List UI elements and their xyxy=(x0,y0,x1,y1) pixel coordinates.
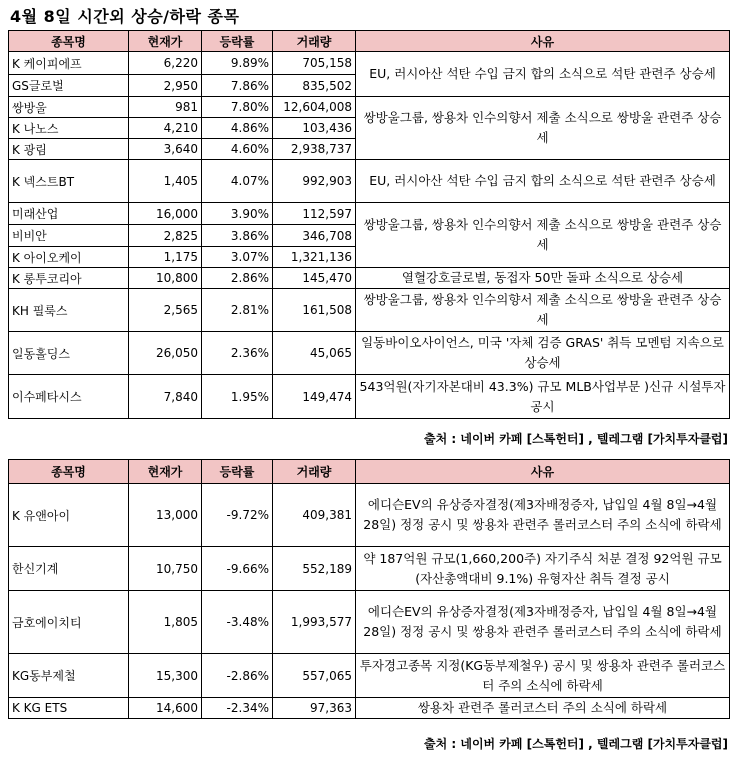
stock-price: 10,800 xyxy=(129,268,202,289)
stock-change: 1.95% xyxy=(202,375,273,419)
stock-price: 13,000 xyxy=(129,484,202,547)
header-volume: 거래량 xyxy=(273,460,356,484)
stock-price: 6,220 xyxy=(129,52,202,75)
stock-reason: 쌍용차 관련주 롤러코스터 주의 소식에 하락세 xyxy=(356,698,730,719)
stock-price: 26,050 xyxy=(129,332,202,375)
table-header-row xyxy=(9,31,730,52)
stock-volume: 1,321,136 xyxy=(273,247,356,268)
stock-change: 7.80% xyxy=(202,97,273,118)
stock-price: 1,805 xyxy=(129,591,202,654)
stock-price: 981 xyxy=(129,97,202,118)
stock-price: 2,950 xyxy=(129,75,202,97)
table-row xyxy=(9,484,730,547)
stock-change: 9.89% xyxy=(202,52,273,75)
stock-change: 3.07% xyxy=(202,247,273,268)
stock-name: K 아이오케이 xyxy=(9,247,129,268)
stock-reason: 에디슨EV의 유상증자결정(제3자배정증자, 납입일 4월 8일→4월 28일) 정정 공시 및 쌍용차 관련주 롤러코스터 주의 소식에 하락세 xyxy=(356,591,730,654)
stock-change: 2.81% xyxy=(202,289,273,332)
stock-name: 비비안 xyxy=(9,225,129,247)
stock-price: 2,565 xyxy=(129,289,202,332)
stock-change: 4.60% xyxy=(202,139,273,160)
stock-price: 10,750 xyxy=(129,547,202,591)
page-title: 4월 8일 시간외 상승/하락 종목 xyxy=(10,7,240,26)
stock-volume: 835,502 xyxy=(273,75,356,97)
stock-name: 미래산업 xyxy=(9,203,129,225)
stock-price: 14,600 xyxy=(129,698,202,719)
header-name: 종목명 xyxy=(9,460,129,484)
stock-name: K 유앤아이 xyxy=(9,484,129,547)
stock-name: 일동홀딩스 xyxy=(9,332,129,375)
header-price: 현재가 xyxy=(129,31,202,52)
stock-volume: 161,508 xyxy=(273,289,356,332)
stock-reason: EU, 러시아산 석탄 수입 금지 합의 소식으로 석탄 관련주 상승세 xyxy=(356,160,730,203)
stock-name: KG동부제철 xyxy=(9,654,129,698)
table-row xyxy=(9,591,730,654)
stock-price: 7,840 xyxy=(129,375,202,419)
table-row xyxy=(9,332,730,375)
stock-name: 한신기계 xyxy=(9,547,129,591)
table-row xyxy=(9,698,730,719)
table-row xyxy=(9,289,730,332)
stock-change: 2.36% xyxy=(202,332,273,375)
source-note: 출처 : 네이버 카페 [스톡헌터] , 텔레그램 [가치투자클럽] xyxy=(424,432,728,446)
stock-price: 4,210 xyxy=(129,118,202,139)
stock-volume: 149,474 xyxy=(273,375,356,419)
table-row xyxy=(9,375,730,419)
stock-volume: 97,363 xyxy=(273,698,356,719)
rising-stocks-table xyxy=(8,30,730,419)
stock-reason: 일동바이오사이언스, 미국 '자체 검증 GRAS' 취득 모멘텀 지속으로 상승세 xyxy=(356,332,730,375)
stock-volume: 992,903 xyxy=(273,160,356,203)
stock-volume: 112,597 xyxy=(273,203,356,225)
stock-price: 3,640 xyxy=(129,139,202,160)
stock-name: 이수페타시스 xyxy=(9,375,129,419)
table-row xyxy=(9,52,730,75)
stock-reason: 쌍방울그룹, 쌍용차 인수의향서 제출 소식으로 쌍방울 관련주 상승세 xyxy=(356,97,730,160)
stock-reason: 543억원(자기자본대비 43.3%) 규모 MLB사업부문 )신규 시설투자 공시 xyxy=(356,375,730,419)
stock-name: K 광림 xyxy=(9,139,129,160)
stock-reason: EU, 러시아산 석탄 수입 금지 합의 소식으로 석탄 관련주 상승세 xyxy=(356,52,730,97)
stock-volume: 346,708 xyxy=(273,225,356,247)
table-row xyxy=(9,547,730,591)
stock-change: -2.34% xyxy=(202,698,273,719)
stock-change: -2.86% xyxy=(202,654,273,698)
stock-change: 2.86% xyxy=(202,268,273,289)
stock-change: -3.48% xyxy=(202,591,273,654)
stock-reason: 약 187억원 규모(1,660,200주) 자기주식 처분 결정 92억원 규모(자산총액대비 9.1%) 유형자산 취득 결정 공시 xyxy=(356,547,730,591)
stock-name: K 케이피에프 xyxy=(9,52,129,75)
source-note: 출처 : 네이버 카페 [스톡헌터] , 텔레그램 [가치투자클럽] xyxy=(424,737,728,751)
header-reason: 사유 xyxy=(356,31,730,52)
stock-price: 15,300 xyxy=(129,654,202,698)
stock-price: 2,825 xyxy=(129,225,202,247)
stock-volume: 145,470 xyxy=(273,268,356,289)
table-row xyxy=(9,97,730,118)
stock-reason: 투자경고종목 지정(KG동부제철우) 공시 및 쌍용차 관련주 롤러코스터 주의 소식에 하락세 xyxy=(356,654,730,698)
table-header-row xyxy=(9,460,730,484)
stock-change: 4.86% xyxy=(202,118,273,139)
table-row xyxy=(9,160,730,203)
header-change: 등락률 xyxy=(202,31,273,52)
stock-reason: 에디슨EV의 유상증자결정(제3자배정증자, 납입일 4월 8일→4월 28일) 정정 공시 및 쌍용차 관련주 롤러코스터 주의 소식에 하락세 xyxy=(356,484,730,547)
stock-change: -9.72% xyxy=(202,484,273,547)
header-change: 등락률 xyxy=(202,460,273,484)
header-volume: 거래량 xyxy=(273,31,356,52)
falling-stocks-table xyxy=(8,459,730,719)
stock-name: KH 필룩스 xyxy=(9,289,129,332)
stock-change: 7.86% xyxy=(202,75,273,97)
stock-change: 3.86% xyxy=(202,225,273,247)
stock-name: K 롱투코리아 xyxy=(9,268,129,289)
stock-volume: 1,993,577 xyxy=(273,591,356,654)
table-row xyxy=(9,203,730,225)
stock-volume: 557,065 xyxy=(273,654,356,698)
stock-reason: 열혈강호글로벌, 동접자 50만 돌파 소식으로 상승세 xyxy=(356,268,730,289)
stock-name: GS글로벌 xyxy=(9,75,129,97)
header-reason: 사유 xyxy=(356,460,730,484)
stock-volume: 2,938,737 xyxy=(273,139,356,160)
stock-name: K 넥스트BT xyxy=(9,160,129,203)
stock-volume: 409,381 xyxy=(273,484,356,547)
table-row xyxy=(9,654,730,698)
header-price: 현재가 xyxy=(129,460,202,484)
stock-name: K 나노스 xyxy=(9,118,129,139)
stock-name: K KG ETS xyxy=(9,698,129,719)
header-name: 종목명 xyxy=(9,31,129,52)
stock-reason: 쌍방울그룹, 쌍용차 인수의향서 제출 소식으로 쌍방울 관련주 상승세 xyxy=(356,289,730,332)
stock-price: 16,000 xyxy=(129,203,202,225)
stock-volume: 705,158 xyxy=(273,52,356,75)
stock-volume: 12,604,008 xyxy=(273,97,356,118)
stock-price: 1,405 xyxy=(129,160,202,203)
stock-name: 금호에이치티 xyxy=(9,591,129,654)
stock-price: 1,175 xyxy=(129,247,202,268)
stock-change: -9.66% xyxy=(202,547,273,591)
stock-volume: 103,436 xyxy=(273,118,356,139)
table-row xyxy=(9,268,730,289)
stock-reason: 쌍방울그룹, 쌍용차 인수의향서 제출 소식으로 쌍방울 관련주 상승세 xyxy=(356,203,730,268)
stock-change: 3.90% xyxy=(202,203,273,225)
stock-change: 4.07% xyxy=(202,160,273,203)
stock-name: 쌍방울 xyxy=(9,97,129,118)
stock-volume: 45,065 xyxy=(273,332,356,375)
stock-volume: 552,189 xyxy=(273,547,356,591)
